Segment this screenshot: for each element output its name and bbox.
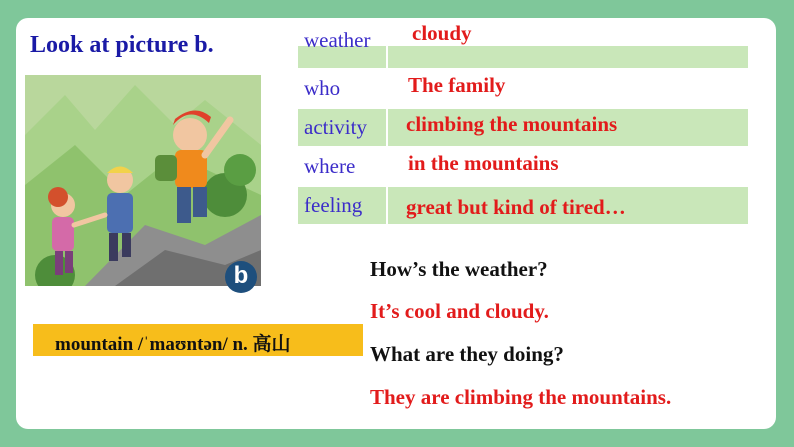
answer-weather: It’s cool and cloudy. xyxy=(370,299,549,323)
row-value: in the mountains xyxy=(408,151,559,175)
table-row xyxy=(298,70,748,109)
hiking-illustration xyxy=(25,75,261,286)
question-activity: What are they doing? xyxy=(370,342,564,366)
picture-label-badge: b xyxy=(225,261,257,293)
question-weather: How’s the weather? xyxy=(370,257,548,281)
info-table xyxy=(298,21,748,226)
row-value: cloudy xyxy=(412,21,472,45)
row-value: The family xyxy=(408,73,506,97)
table-row xyxy=(298,109,748,148)
row-key: feeling xyxy=(304,193,363,217)
row-key: who xyxy=(304,76,341,100)
vocabulary-note xyxy=(33,324,363,356)
answer-activity: They are climbing the mountains. xyxy=(370,385,672,409)
row-key: activity xyxy=(304,115,367,139)
vocabulary-text: mountain /ˈmaʊntən/ n. 高山 xyxy=(55,334,291,355)
row-value: climbing the mountains xyxy=(406,112,618,136)
table-row xyxy=(298,21,748,70)
row-key: weather xyxy=(304,28,371,52)
slide-heading: Look at picture b. xyxy=(30,32,214,58)
row-value: great but kind of tired… xyxy=(406,195,626,219)
family-hiking-picture xyxy=(25,75,261,286)
row-key: where xyxy=(304,154,356,178)
table-row xyxy=(298,148,748,187)
table-row xyxy=(298,187,748,226)
